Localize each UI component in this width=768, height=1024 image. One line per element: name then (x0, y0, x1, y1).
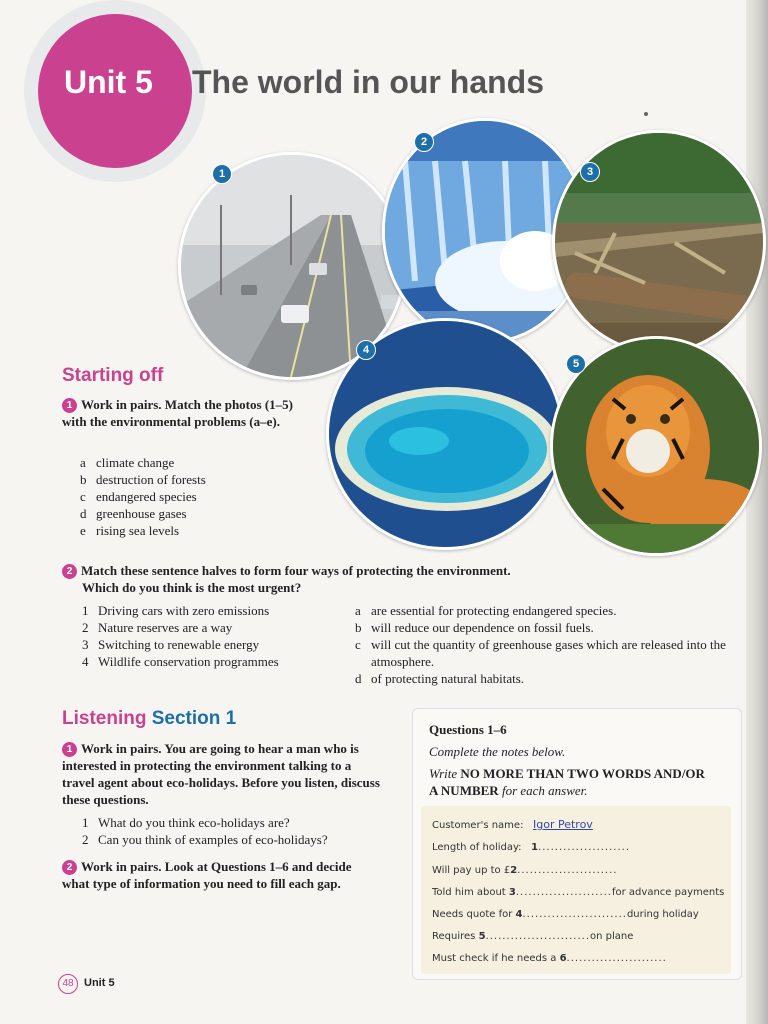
list-item: a are essential for protecting endangered species. (355, 603, 617, 618)
note-gap-6: Must check if he needs a 6........................ (432, 953, 667, 964)
ex1-number: 1 (62, 398, 77, 413)
list-item: c endangered species (80, 489, 197, 504)
listening-ex1-instruction (62, 740, 384, 808)
list-item: b destruction of forests (80, 472, 206, 487)
photo-number-4: 4 (356, 340, 376, 360)
unit-label: Unit 5 (64, 64, 153, 100)
questions-instruction-2: Write NO MORE THAN TWO WORDS AND/OR A NUMBER for each answer. (429, 766, 705, 798)
ex1-instruction-text: Work in pairs. Match the photos (1–5) with the environmental problems (a–e). (62, 397, 293, 429)
list-item: 1 What do you think eco-holidays are? (82, 815, 290, 830)
ex2-instruction (62, 562, 702, 596)
listening-ex1-number: 1 (62, 742, 77, 757)
listening-ex2-instruction (62, 858, 374, 892)
page-edge (746, 0, 768, 1024)
ex1-instruction (62, 396, 302, 430)
list-item: 2 Can you think of examples of eco-holidays? (82, 832, 328, 847)
print-speck (644, 112, 648, 116)
ex2-left-halves (82, 602, 342, 670)
ex2-instruction-line2: Which do you think is the most urgent? (82, 580, 302, 595)
photo-number-1: 1 (212, 164, 232, 184)
list-item: 4 Wildlife conservation programmes (82, 654, 279, 669)
note-gap-2: Will pay up to £2........................ (432, 865, 618, 876)
ex2-number: 2 (62, 564, 77, 579)
list-item: 1 Driving cars with zero emissions (82, 603, 270, 618)
unit-title: The world in our hands (192, 64, 544, 100)
listening-heading (62, 708, 236, 730)
ex1-problem-list (80, 454, 310, 539)
list-item: d of protecting natural habitats. (355, 671, 525, 686)
list-item: c will cut the quantity of greenhouse gases which are released into the atmosphere. (355, 637, 726, 669)
questions-instruction-1: Complete the notes below. (429, 744, 566, 759)
list-item: b will reduce our dependence on fossil fuels. (355, 620, 594, 635)
photo-number-2: 2 (414, 132, 434, 152)
list-item: a climate change (80, 455, 175, 470)
note-gap-3: Told him about 3.......................for advance payments (432, 887, 725, 898)
listening-ex1-text: Work in pairs. You are going to hear a man who is interested in protecting the environment talking to a travel agent about eco-holidays. Before you listen, discuss these questions. (62, 741, 380, 807)
list-item: 2 Nature reserves are a way (82, 620, 233, 635)
listening-ex2-text: Work in pairs. Look at Questions 1–6 and decide what type of information you need to fill each gap. (62, 859, 352, 891)
listening-section: Section 1 (151, 708, 237, 729)
ex2-instruction-line1: Match these sentence halves to form four ways of protecting the environment. (81, 563, 511, 578)
listening-label: Listening (62, 708, 147, 729)
questions-title: Questions 1–6 (429, 722, 507, 737)
note-customer-name: Customer's name: Igor Petrov (432, 818, 593, 831)
note-gap-4: Needs quote for 4.........................during holiday (432, 909, 699, 920)
list-item: d greenhouse gases (80, 506, 187, 521)
listening-ex2-number: 2 (62, 860, 77, 875)
footer-unit-label: Unit 5 (84, 977, 115, 989)
ex2-right-halves (355, 602, 743, 687)
photo-number-3: 3 (580, 162, 600, 182)
listening-ex1-questions (82, 814, 382, 848)
photo-number-5: 5 (566, 354, 586, 374)
note-gap-5: Requires 5.........................on plane (432, 931, 634, 942)
note-gap-1: Length of holiday: 1...................... (432, 842, 630, 853)
list-item: 3 Switching to renewable energy (82, 637, 260, 652)
starting-off-heading: Starting off (62, 365, 164, 386)
list-item: e rising sea levels (80, 523, 180, 538)
page-number: 48 (58, 974, 78, 994)
